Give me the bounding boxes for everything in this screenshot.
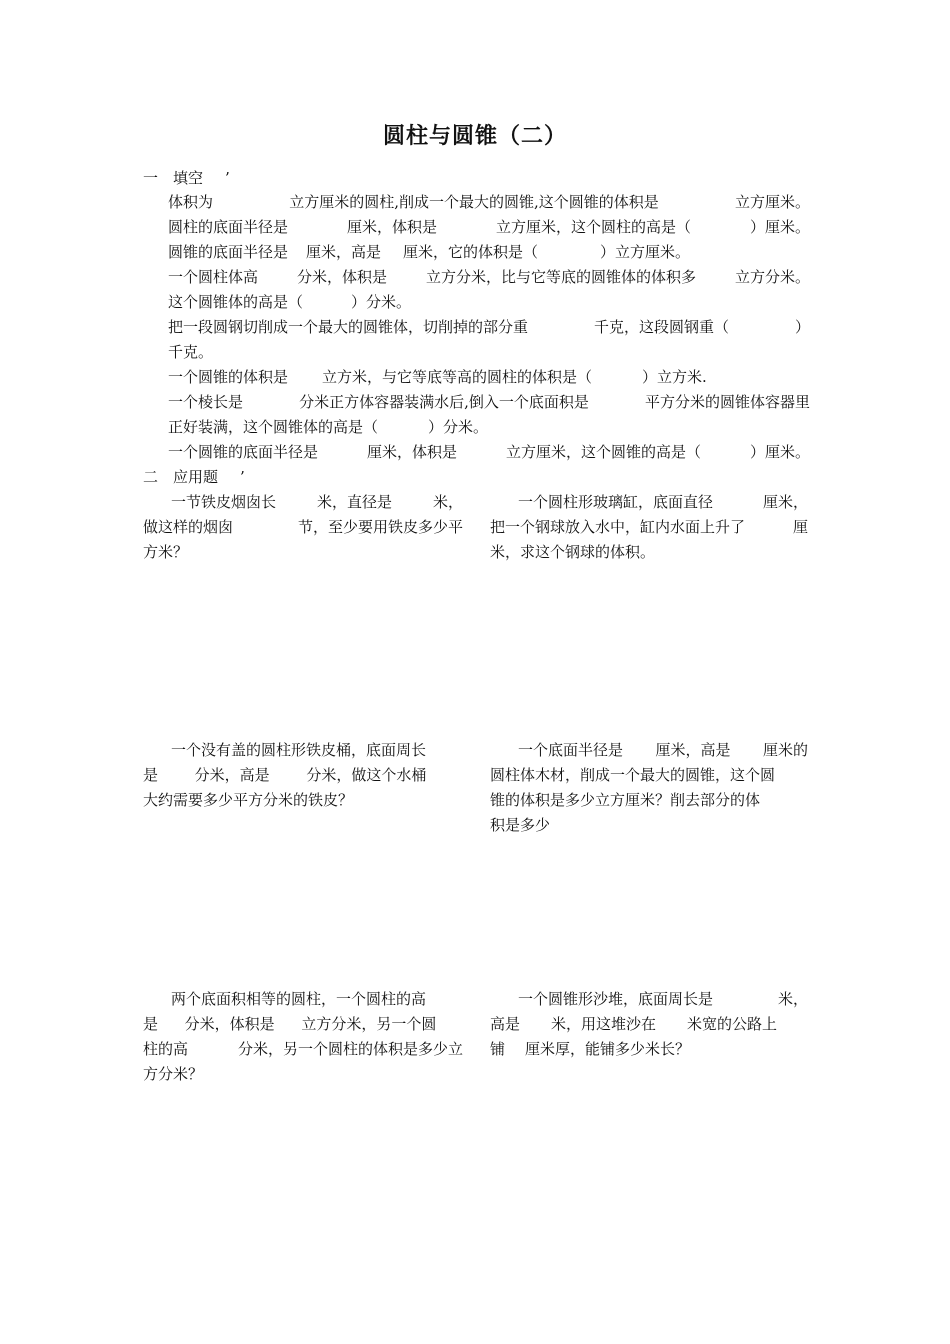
text-segment: 方米？ bbox=[143, 543, 189, 561]
text-segment: 一个没有盖的圆柱形铁皮桶，底面周长 bbox=[171, 741, 427, 759]
text-segment: 柱的高 bbox=[143, 1040, 189, 1058]
question-line bbox=[143, 1037, 463, 1062]
problem-4 bbox=[490, 738, 808, 838]
question-line bbox=[143, 490, 463, 515]
text-segment: 分米，另一个圆柱的体积是多少立 bbox=[237, 1040, 463, 1058]
text-segment: ）分米。 bbox=[351, 293, 412, 311]
question-line bbox=[143, 987, 463, 1012]
text-segment: 厘米厚，能铺多少米长？ bbox=[525, 1040, 691, 1058]
text-segment: 厘米，高是 bbox=[306, 243, 382, 261]
question-line bbox=[490, 1037, 808, 1062]
question-line bbox=[168, 440, 810, 465]
text-segment: 分米，体积是 bbox=[296, 268, 387, 286]
text-segment: 把一个钢球放入水中，缸内水面上升了 bbox=[490, 518, 746, 536]
text-segment: 立方米，与它等底等高的圆柱的体积是（ bbox=[322, 368, 593, 386]
text-segment: ）分米。 bbox=[428, 418, 489, 436]
question-line bbox=[168, 415, 810, 440]
text-segment: 厘米的 bbox=[762, 741, 808, 759]
question-line bbox=[490, 738, 808, 763]
text-segment: ）立方米. bbox=[642, 368, 707, 386]
question-line bbox=[490, 515, 808, 540]
text-segment: ）厘米。 bbox=[749, 218, 810, 236]
problem-3 bbox=[143, 738, 463, 813]
text-segment: 厘 bbox=[792, 518, 808, 536]
question-line bbox=[490, 788, 808, 813]
problem-6 bbox=[490, 987, 808, 1062]
text-segment: 米，用这堆沙在 bbox=[551, 1015, 657, 1033]
text-segment: 分米，体积是 bbox=[184, 1015, 275, 1033]
text-segment: 把一段圆钢切削成一个最大的圆锥体，切削掉的部分重 bbox=[168, 318, 529, 336]
text-segment: 一节铁皮烟囱长 bbox=[171, 493, 277, 511]
problem-2 bbox=[490, 490, 808, 565]
text-segment: 一个圆柱形玻璃缸，底面直径 bbox=[518, 493, 714, 511]
text-segment: 方分米？ bbox=[143, 1065, 204, 1083]
text-segment: 这个圆锥体的高是（ bbox=[168, 293, 304, 311]
problem-1 bbox=[143, 490, 463, 565]
text-segment: 立方分米，比与它等底的圆锥体的体积多 bbox=[425, 268, 696, 286]
question-line bbox=[490, 1012, 808, 1037]
text-segment: 体积为 bbox=[168, 193, 214, 211]
text-segment: 铺 bbox=[490, 1040, 506, 1058]
question-line bbox=[143, 763, 463, 788]
question-line bbox=[168, 265, 810, 290]
text-segment: 米，直径是 bbox=[316, 493, 392, 511]
text-segment: 厘米，高是 bbox=[655, 741, 731, 759]
text-segment: 圆锥的底面半径是 bbox=[168, 243, 289, 261]
text-segment: 立方分米，另一个圆 bbox=[301, 1015, 437, 1033]
text-segment: 厘米， bbox=[762, 493, 808, 511]
question-line bbox=[168, 315, 810, 340]
text-segment: 圆柱的底面半径是 bbox=[168, 218, 289, 236]
question-line bbox=[490, 490, 808, 515]
section-application-heading bbox=[143, 465, 245, 490]
text-segment: 米，求这个钢球的体积。 bbox=[490, 543, 656, 561]
text-segment: 一个圆锥形沙堆，底面周长是 bbox=[518, 990, 714, 1008]
text-segment: 分米正方体容器装满水后,倒入一个底面积是 bbox=[299, 393, 589, 411]
text-segment: 圆柱体木材，削成一个最大的圆锥，这个圆 bbox=[490, 766, 776, 784]
text-segment: 是 bbox=[143, 766, 159, 784]
text-segment: 米， bbox=[432, 493, 463, 511]
page-title: 圆柱与圆锥（二） bbox=[382, 124, 567, 149]
question-line bbox=[490, 540, 808, 565]
question-line bbox=[143, 738, 463, 763]
text-segment: 大约需要多少平方分米的铁皮？ bbox=[143, 791, 354, 809]
question-line bbox=[168, 340, 810, 365]
text-segment: 千克，这段圆钢重（ bbox=[593, 318, 729, 336]
problem-5 bbox=[143, 987, 463, 1087]
text-segment: 分米，做这个水桶 bbox=[306, 766, 427, 784]
text-segment: 米宽的公路上 bbox=[687, 1015, 778, 1033]
text-segment: 平方分米的圆锥体容器里 bbox=[644, 393, 810, 411]
text-segment: 高是 bbox=[490, 1015, 521, 1033]
text-segment: 米， bbox=[777, 990, 808, 1008]
text-segment: ） bbox=[794, 318, 810, 336]
text-segment: 一个圆锥的底面半径是 bbox=[168, 443, 319, 461]
question-line bbox=[143, 515, 463, 540]
text-segment: 立方厘米，这个圆柱的高是（ bbox=[495, 218, 691, 236]
text-segment: 分米，高是 bbox=[194, 766, 270, 784]
question-line bbox=[168, 290, 810, 315]
section-mark: ’ bbox=[225, 169, 230, 187]
text-segment: 积是多少 bbox=[490, 816, 551, 834]
text-segment: 立方厘米的圆柱,削成一个最大的圆锥,这个圆锥的体积是 bbox=[289, 193, 659, 211]
text-segment: 立方厘米，这个圆锥的高是（ bbox=[505, 443, 701, 461]
text-segment: 一个圆锥的体积是 bbox=[168, 368, 289, 386]
text-segment: 节，至少要用铁皮多少平 bbox=[297, 518, 463, 536]
question-line bbox=[168, 190, 810, 215]
section-mark: ’ bbox=[240, 468, 245, 486]
text-segment: 立方分米。 bbox=[734, 268, 810, 286]
text-segment: 一个棱长是 bbox=[168, 393, 244, 411]
text-segment: 一个圆柱体高 bbox=[168, 268, 259, 286]
text-segment: ）厘米。 bbox=[749, 443, 810, 461]
text-segment: 锥的体积是多少立方厘米？削去部分的体 bbox=[490, 791, 761, 809]
question-line bbox=[168, 390, 810, 415]
text-segment: 两个底面积相等的圆柱，一个圆柱的高 bbox=[171, 990, 427, 1008]
text-segment: 厘米，它的体积是（ bbox=[403, 243, 539, 261]
question-line bbox=[143, 788, 463, 813]
text-segment: 千克。 bbox=[168, 343, 214, 361]
text-segment: ）立方厘米。 bbox=[600, 243, 691, 261]
question-line bbox=[143, 540, 463, 565]
text-segment: 立方厘米。 bbox=[734, 193, 810, 211]
question-line bbox=[143, 1062, 463, 1087]
question-line bbox=[490, 763, 808, 788]
question-line bbox=[490, 813, 808, 838]
section-label: 二 应用题 bbox=[143, 468, 219, 486]
text-segment: 厘米，体积是 bbox=[346, 218, 437, 236]
text-segment: 厘米，体积是 bbox=[366, 443, 457, 461]
text-segment: 做这样的烟囱 bbox=[143, 518, 234, 536]
question-line bbox=[168, 365, 810, 390]
fill-in-questions bbox=[168, 190, 810, 465]
text-segment: 一个底面半径是 bbox=[518, 741, 624, 759]
question-line bbox=[143, 1012, 463, 1037]
question-line bbox=[168, 215, 810, 240]
section-fill-in-heading bbox=[143, 166, 230, 191]
text-segment: 正好装满，这个圆锥体的高是（ bbox=[168, 418, 379, 436]
question-line bbox=[168, 240, 810, 265]
question-line bbox=[490, 987, 808, 1012]
text-segment: 是 bbox=[143, 1015, 159, 1033]
section-label: 一 填空 bbox=[143, 169, 204, 187]
